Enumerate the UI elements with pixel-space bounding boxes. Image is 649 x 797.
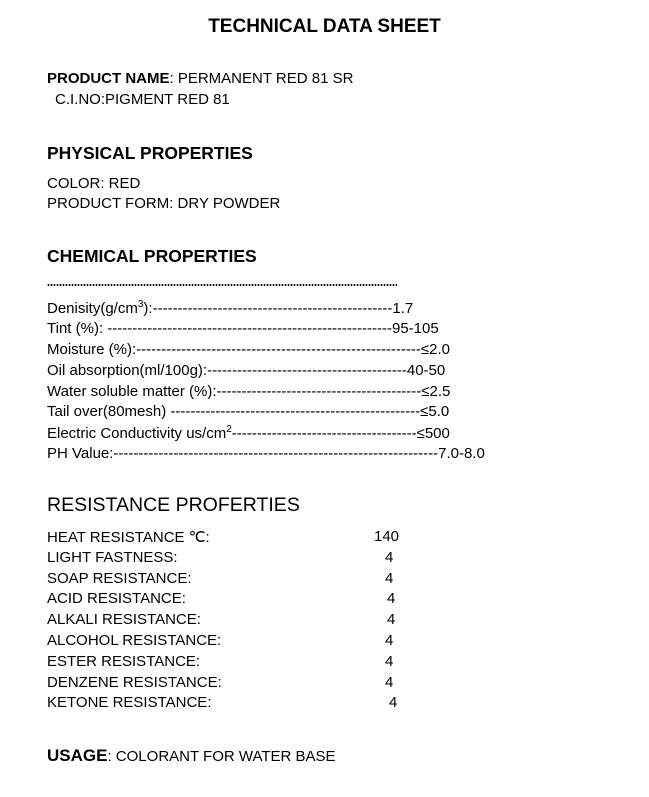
chem-row-moisture: Moisture (%):---------------------------------------------------------≤2.0 <box>47 341 450 358</box>
res-label-ketone: KETONE RESISTANCE: <box>47 694 212 711</box>
res-label-alcohol: ALCOHOL RESISTANCE: <box>47 632 222 649</box>
chem-row-water-soluble: Water soluble matter (%):-----------------------------------------≤2.5 <box>47 383 451 400</box>
res-label-light: LIGHT FASTNESS: <box>47 549 178 566</box>
resistance-properties-heading: RESISTANCE PROFERTIES <box>47 494 300 516</box>
res-label-alkali: ALKALI RESISTANCE: <box>47 611 201 628</box>
res-value-heat: 140 <box>374 528 400 545</box>
res-label-soap: SOAP RESISTANCE: <box>47 570 192 587</box>
chem-row-conductivity: Electric Conductivity $us/cm^2-------------------------------------\le 500$ <box>47 424 450 442</box>
res-label-acid: ACID RESISTANCE: <box>47 590 186 607</box>
product-name-value: : PERMANENT RED 81 SR <box>169 70 354 87</box>
chem-row-oil-absorption: Oil absorption(ml/100g):----------------------------------------40-50 <box>47 362 446 379</box>
res-label-ester: ESTER RESISTANCE: <box>47 653 201 670</box>
chemical-properties-heading: CHEMICAL PROPERTIES <box>47 246 257 266</box>
ci-number: C.I.NO:PIGMENT RED 81 <box>55 91 230 108</box>
res-value-alkali: 4 <box>387 611 396 628</box>
chem-row-tint: Tint (%): ---------------------------------------------------------95-105 <box>47 320 439 337</box>
res-value-denzene: 4 <box>385 674 394 691</box>
product-form-line: PRODUCT FORM: DRY POWDER <box>47 195 281 212</box>
document-title: TECHNICAL DATA SHEET <box>208 16 441 37</box>
res-label-denzene: DENZENE RESISTANCE: <box>47 674 222 691</box>
res-value-alcohol: 4 <box>385 632 394 649</box>
chem-row-ph: PH Value:-----------------------------------------------------------------7.0-8.0 <box>47 445 485 462</box>
physical-properties-heading: PHYSICAL PROPERTIES <box>47 143 253 163</box>
usage-line <box>47 746 336 766</box>
product-name-line <box>47 70 353 87</box>
chem-row-tail-over: Tail over(80mesh) --------------------------------------------------≤5.0 <box>47 403 450 420</box>
product-name-label: PRODUCT NAME <box>47 70 170 87</box>
res-value-light: 4 <box>385 549 394 566</box>
dotted-divider <box>47 283 397 287</box>
res-value-ketone: 4 <box>389 694 398 711</box>
res-value-soap: 4 <box>385 570 394 587</box>
res-label-heat: HEAT RESISTANCE ℃: <box>47 529 210 546</box>
res-value-ester: 4 <box>385 653 394 670</box>
res-value-acid: 4 <box>387 590 396 607</box>
usage-value: : COLORANT FOR WATER BASE <box>107 748 336 765</box>
usage-label: USAGE <box>47 746 108 765</box>
color-line: COLOR: RED <box>47 175 141 192</box>
chem-row-density: $Denisity(g/cm^3):------------------------------------------------1.7$ <box>47 299 414 317</box>
